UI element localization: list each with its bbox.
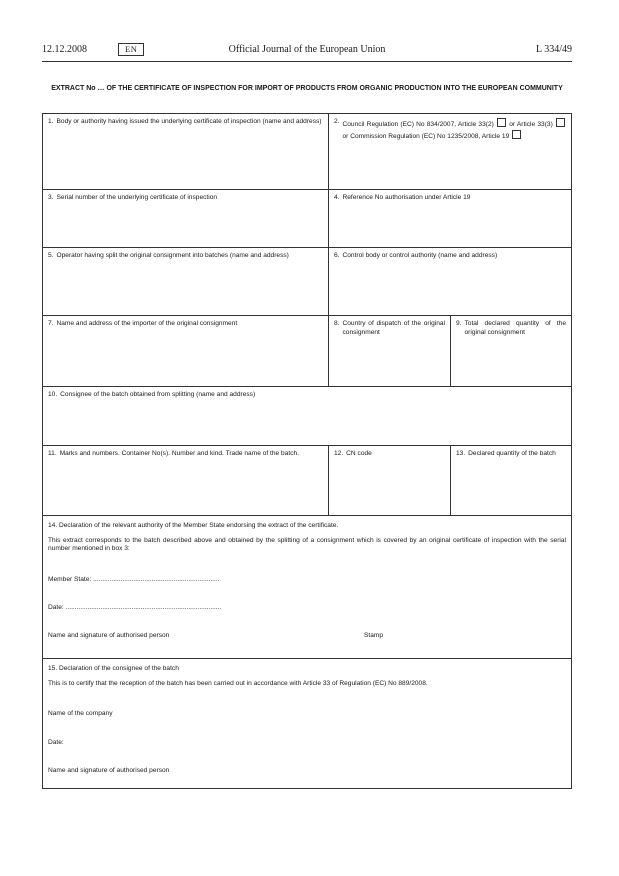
box-6 [329, 248, 571, 316]
box-1-label: Body or authority having issued the underlying certificate of inspection (name and address) [56, 118, 322, 125]
box-12-number: 12. [334, 450, 344, 457]
box-7-number: 7. [48, 320, 54, 327]
box-5-number: 5. [48, 252, 54, 259]
box-1-number: 1. [48, 118, 54, 125]
box-13 [451, 446, 571, 516]
article-33-3-checkbox[interactable] [556, 118, 565, 127]
box-13-number: 13. [456, 450, 466, 457]
page-header [42, 44, 572, 58]
box-10-label: Consignee of the batch obtained from splitting (name and address) [60, 391, 256, 398]
box-7 [43, 316, 329, 387]
box-11-number: 11. [48, 450, 57, 457]
box-12-label: CN code [346, 450, 372, 457]
box-9 [451, 316, 571, 387]
box-3-number: 3. [48, 194, 54, 201]
box-13-label: Declared quantity of the batch [468, 450, 556, 457]
stamp-label: Stamp [364, 632, 384, 639]
box-3-label: Serial number of the underlying certificate of inspection [56, 194, 218, 201]
box-2 [329, 114, 571, 190]
box-10 [43, 387, 571, 446]
box-15-heading: 15. Declaration of the consignee of the batch [48, 665, 179, 672]
box-8-label: Country of dispatch of the original consignment [342, 320, 445, 336]
box-7-label: Name and address of the importer of the original consignment [56, 320, 238, 327]
language-badge: EN [118, 43, 144, 56]
box-1 [43, 114, 329, 190]
box-15-date-field[interactable]: Date: [48, 739, 64, 746]
box-15-signature-label: Name and signature of authorised person [48, 767, 170, 774]
header-rule [42, 61, 572, 62]
box-8 [329, 316, 451, 387]
box-2-option-article-33-2: Council Regulation (EC) No 834/2007, Article 33(2) [342, 121, 494, 128]
box-6-number: 6. [334, 252, 340, 259]
box-2-option-article-33-3: or Article 33(3) [509, 121, 553, 128]
article-19-checkbox[interactable] [512, 130, 521, 139]
box-8-number: 8. [334, 320, 340, 327]
document-title: EXTRACT No … OF THE CERTIFICATE OF INSPECTION FOR IMPORT OF PRODUCTS FROM ORGANIC PRODUCTION INTO THE EUROPEAN COMMUNITY [51, 85, 563, 92]
box-2-option-article-19: or Commission Regulation (EC) No 1235/2008, Article 19 [342, 132, 510, 140]
box-5 [43, 248, 329, 316]
box-14 [43, 516, 571, 659]
box-11-label: Marks and numbers. Container No(s). Number and kind. Trade name of the batch. [59, 450, 300, 457]
box-4 [329, 190, 571, 248]
box-2-number: 2. [334, 118, 340, 125]
company-name-field[interactable]: Name of the company [48, 710, 113, 717]
member-state-field[interactable]: Member State: ..................................................................... [48, 576, 220, 583]
box-10-number: 10. [48, 391, 58, 398]
box-6-label: Control body or control authority (name and address) [342, 252, 498, 259]
journal-name: Official Journal of the European Union [228, 44, 386, 55]
box-3 [43, 190, 329, 248]
box-11 [43, 446, 329, 516]
box-14-signature-label: Name and signature of authorised person [48, 632, 170, 639]
box-14-date-field[interactable]: Date: ..................................................................................... [48, 604, 222, 611]
page-reference: L 334/49 [535, 44, 572, 55]
article-33-2-checkbox[interactable] [497, 118, 506, 127]
box-5-label: Operator having split the original consignment into batches (name and address) [56, 252, 289, 259]
certificate-form [42, 113, 572, 789]
box-9-number: 9. [456, 320, 462, 327]
box-4-number: 4. [334, 194, 340, 201]
box-14-declaration-text: This extract corresponds to the batch described above and obtained by the splitting of a consignment which is covered by an original certificate of inspection with the serial number mentioned in box 3: [48, 536, 566, 553]
box-2-label [343, 118, 567, 141]
box-14-heading: 14. Declaration of the relevant authority of the Member State endorsing the extract of the certificate. [48, 522, 339, 529]
box-12 [329, 446, 451, 516]
box-15 [43, 659, 571, 788]
box-15-declaration-text: This is to certify that the reception of the batch has been carried out in accordance with Article 33 of Regulation (EC) No 889/2008. [48, 679, 428, 687]
box-4-label: Reference No authorisation under Article 19 [342, 194, 471, 201]
header-date: 12.12.2008 [42, 44, 87, 55]
box-9-label: Total declared quantity of the original consignment [464, 320, 566, 336]
